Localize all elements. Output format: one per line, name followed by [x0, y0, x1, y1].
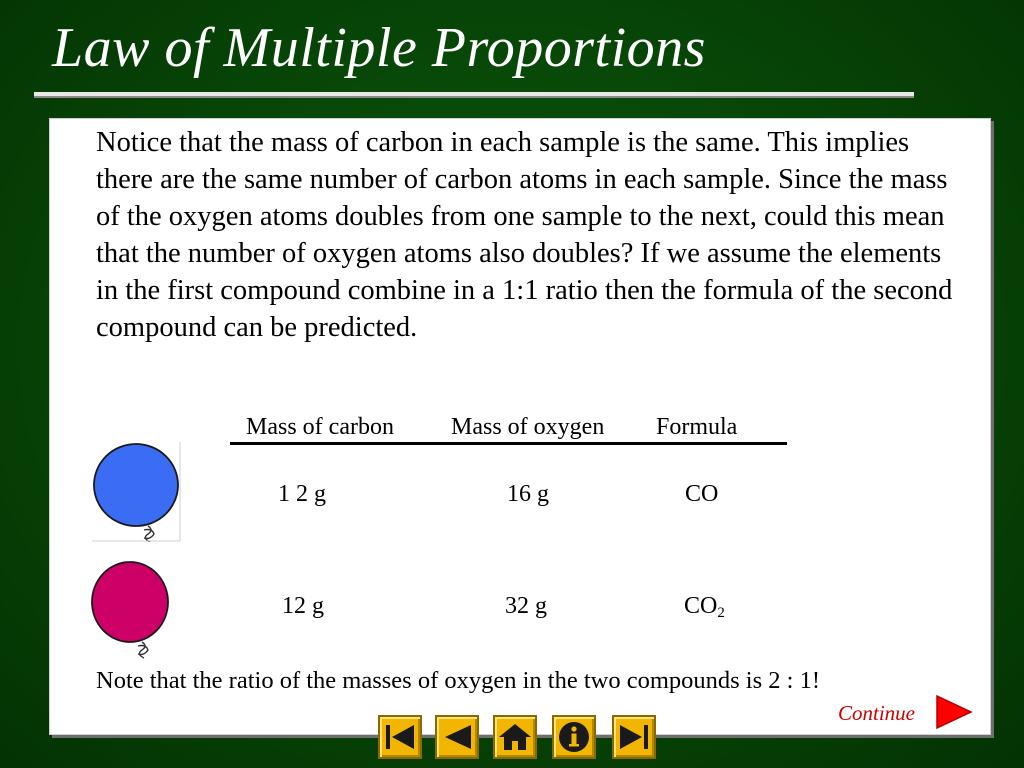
home-button[interactable] — [493, 715, 537, 759]
header-mass-of-oxygen: Mass of oxygen — [451, 414, 605, 440]
continue-arrow-icon[interactable] — [934, 694, 974, 730]
table-header — [230, 414, 787, 445]
title-divider — [34, 92, 914, 98]
continue-link[interactable]: Continue — [838, 701, 915, 725]
body-paragraph: Notice that the mass of carbon in each sample is the same. This implies there are the same number of carbon atoms in each sample. Since the mass of the oxygen atoms doubles from one sample to the next, could this mean that the number of oxygen atoms also doubles? If we assume the elements in the first compound combine in a 1:1 ratio then the formula of the second compound can be predicted. — [96, 127, 953, 343]
info-icon — [556, 720, 592, 754]
row2-mass-oxygen: 32 g — [505, 593, 547, 619]
header-mass-of-carbon: Mass of carbon — [246, 414, 394, 440]
ratio-note: Note that the ratio of the masses of oxygen in the two compounds is 2 : 1! — [96, 667, 820, 694]
row1-formula: CO — [685, 481, 719, 507]
back-button[interactable] — [435, 715, 479, 759]
first-slide-button[interactable] — [378, 715, 422, 759]
row2-formula-subscript: 2 — [717, 605, 725, 621]
last-icon — [616, 722, 652, 752]
info-button[interactable] — [552, 715, 596, 759]
slide-title: Law of Multiple Proportions — [52, 17, 706, 79]
first-icon — [382, 722, 418, 752]
last-slide-button[interactable] — [612, 715, 656, 759]
back-icon — [439, 722, 475, 752]
header-formula: Formula — [656, 414, 738, 440]
row2-mass-carbon: 12 g — [282, 593, 324, 619]
row1-mass-carbon: 1 2 g — [278, 481, 326, 507]
home-icon — [497, 721, 533, 753]
magenta-balloon-image — [90, 560, 176, 660]
row1-mass-oxygen: 16 g — [507, 481, 549, 507]
blue-balloon-image — [92, 442, 184, 542]
row2-formula: $CO_2$ — [684, 593, 725, 621]
